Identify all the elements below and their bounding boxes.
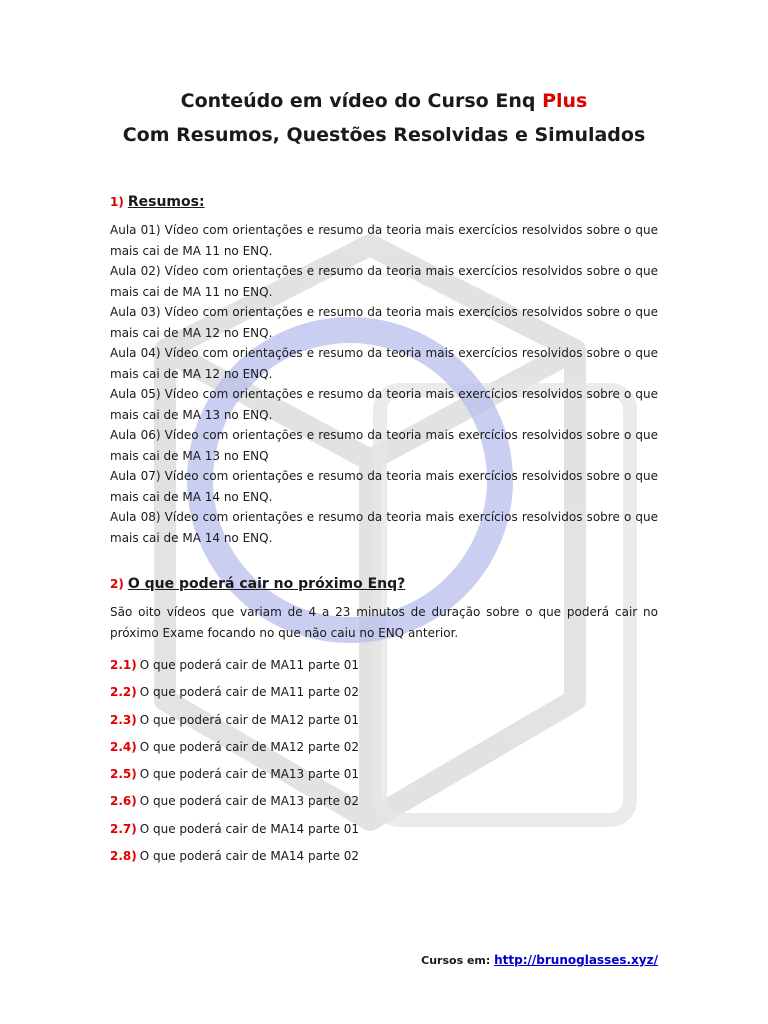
section-intro-text: São oito vídeos que variam de 4 a 23 minutos de duração sobre o que poderá cair no próximo Exame focando no que não caiu no ENQ anterior. (110, 605, 658, 640)
item-text: O que poderá cair de MA12 parte 02 (139, 739, 360, 754)
item-number: 2.3) (110, 712, 137, 727)
list-item (110, 737, 658, 764)
item-number: 2.4) (110, 739, 137, 754)
item-number: 2.8) (110, 849, 137, 864)
aula-item: Aula 07) Vídeo com orientações e resumo da teoria mais exercícios resolvidos sobre o que mais cai de MA 14 no ENQ. (110, 469, 658, 504)
title-accent-text: Plus (542, 90, 588, 112)
list-item (110, 791, 658, 818)
item-text: O que poderá cair de MA14 parte 01 (139, 821, 360, 836)
item-number: 2.5) (110, 767, 137, 782)
list-item (110, 764, 658, 791)
page-title-line1 (110, 84, 658, 118)
section-number: 1) (110, 195, 124, 209)
section-label: Resumos: (127, 194, 205, 210)
item-text: O que poderá cair de MA13 parte 01 (139, 767, 360, 782)
footer-courses (421, 950, 658, 971)
list-item (110, 710, 658, 737)
document-page (110, 84, 658, 873)
item-text: O que poderá cair de MA12 parte 01 (139, 712, 360, 727)
list-item (110, 682, 658, 709)
title-main-text: Conteúdo em vídeo do Curso Enq (180, 90, 536, 112)
page-title-line2: Com Resumos, Questões Resolvidas e Simulados (122, 124, 646, 146)
item-number: 2.7) (110, 821, 137, 836)
video-list (110, 655, 658, 873)
section-number: 2) (110, 577, 124, 591)
item-text: O que poderá cair de MA11 parte 02 (139, 685, 360, 700)
section-proximo-enq-heading (110, 574, 658, 594)
section-resumos-heading (110, 192, 658, 212)
aula-item: Aula 05) Vídeo com orientações e resumo da teoria mais exercícios resolvidos sobre o que mais cai de MA 13 no ENQ. (110, 387, 658, 422)
item-text: O que poderá cair de MA14 parte 02 (139, 849, 360, 864)
section-label: O que poderá cair no próximo Enq? (127, 576, 406, 592)
list-item (110, 819, 658, 846)
aula-item: Aula 06) Vídeo com orientações e resumo da teoria mais exercícios resolvidos sobre o que mais cai de MA 13 no ENQ (110, 428, 658, 463)
aula-item: Aula 01) Vídeo com orientações e resumo da teoria mais exercícios resolvidos sobre o que mais cai de MA 11 no ENQ. (110, 223, 658, 258)
item-number: 2.2) (110, 685, 137, 700)
item-text: O que poderá cair de MA11 parte 01 (139, 658, 360, 672)
aula-item: Aula 08) Vídeo com orientações e resumo da teoria mais exercícios resolvidos sobre o que mais cai de MA 14 no ENQ. (110, 510, 658, 545)
item-text: O que poderá cair de MA13 parte 02 (139, 794, 360, 809)
footer-prefix: Cursos em: (421, 954, 491, 967)
list-item (110, 655, 658, 682)
aula-item: Aula 02) Vídeo com orientações e resumo da teoria mais exercícios resolvidos sobre o que mais cai de MA 11 no ENQ. (110, 264, 658, 299)
aula-item: Aula 03) Vídeo com orientações e resumo da teoria mais exercícios resolvidos sobre o que mais cai de MA 12 no ENQ. (110, 305, 658, 340)
item-number: 2.6) (110, 794, 137, 809)
aula-list (110, 220, 658, 548)
aula-item: Aula 04) Vídeo com orientações e resumo da teoria mais exercícios resolvidos sobre o que mais cai de MA 12 no ENQ. (110, 346, 658, 381)
courses-link[interactable]: http://brunoglasses.xyz/ (494, 953, 658, 967)
item-number: 2.1) (110, 658, 137, 672)
list-item (110, 846, 658, 873)
